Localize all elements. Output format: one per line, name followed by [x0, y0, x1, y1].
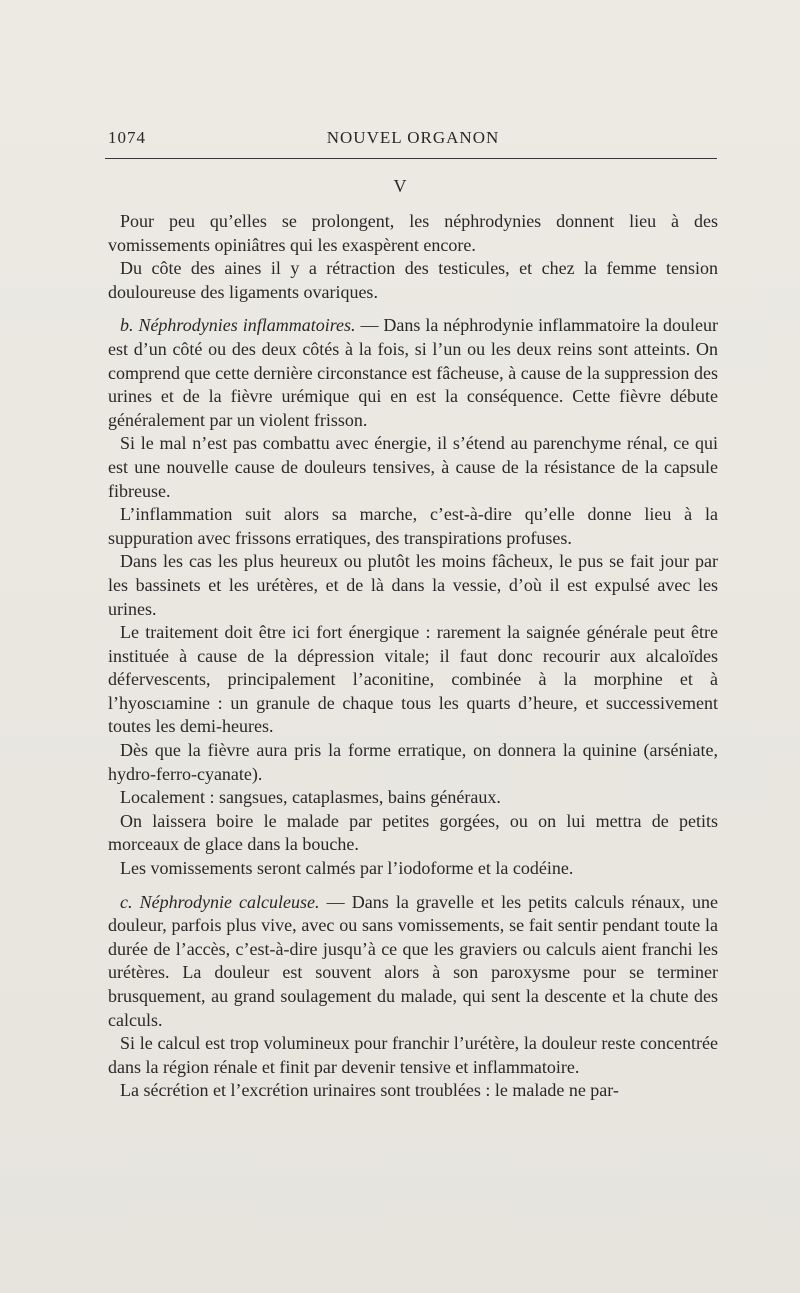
paragraph — [108, 257, 718, 304]
subsection-heading: Néphrodynies inflammatoires. — [138, 315, 356, 336]
paragraph-text: La sécrétion et l’excrétion urinaires sont troublées : le malade ne par- — [120, 1080, 619, 1101]
body-text — [108, 210, 718, 1103]
paragraph — [108, 1032, 718, 1079]
paragraph-text: Du côte des aines il y a rétraction des testicules, et chez la femme tension douloureuse des ligaments ovariques. — [108, 258, 718, 302]
paragraph — [108, 810, 718, 857]
subsection-heading: Néphrodynie calculeuse. — [139, 891, 320, 912]
subsection-paragraph — [108, 314, 718, 432]
subsection-letter: c. — [120, 891, 133, 912]
section-number: V — [393, 176, 407, 196]
page-number: 1074 — [108, 128, 146, 147]
paragraph-text: Pour peu qu’elles se prolongent, les néphrodynies donnent lieu à des vomissements opiniâtres qui les exaspèrent encore. — [108, 211, 718, 255]
paragraph — [108, 739, 718, 786]
paragraph-text: On laissera boire le malade par petites gorgées, ou on lui mettra de petits morceaux de glace dans la bouche. — [108, 810, 718, 855]
paragraph — [108, 210, 718, 257]
paragraph-text: — Dans la gravelle et les petits calculs rénaux, une douleur, parfois plus vive, avec ou sans vomissements, se fait sentir pendant toute la durée de l’accès, c’est-à-dire jusqu’à ce que les graviers ou calculs aient franchi les urétères. La douleur est souvent alors à son paroxysme pour se terminer brusquement, au grand soulagement du malade, qui sent la descente et la chute des calculs. — [108, 891, 719, 1030]
paragraph-text: Localement : sangsues, cataplasmes, bains généraux. — [120, 787, 501, 808]
header-rule — [105, 158, 717, 159]
paragraph-text: Dès que la fièvre aura pris la forme erratique, on donnera la quinine (arséniate, hydro-ferro-cyanate). — [108, 740, 718, 784]
running-head — [108, 128, 718, 154]
paragraph — [108, 1079, 718, 1103]
paragraph-text: Dans les cas les plus heureux ou plutôt les moins fâcheux, le pus se fait jour par les bassinets et les urétères, et de là dans la vessie, d’où il est expulsé avec les urines. — [108, 551, 718, 619]
paragraph — [108, 621, 718, 739]
running-title: NOUVEL ORGANON — [326, 128, 500, 147]
paragraph-text: L’inflammation suit alors sa marche, c’est-à-dire qu’elle donne lieu à la suppuration avec frissons erratiques, des transpirations profuses. — [108, 504, 718, 548]
paragraph — [108, 503, 718, 550]
paragraph — [108, 857, 718, 881]
paragraph-text: Si le mal n’est pas combattu avec énergie, il s’étend au parenchyme rénal, ce qui est une nouvelle cause de douleurs tensives, à cause de la résistance de la capsule fibreuse. — [108, 433, 718, 501]
subsection-paragraph — [108, 891, 718, 1033]
paragraph — [108, 432, 718, 503]
paragraph-text: — Dans la néphrodynie inflammatoire la douleur est d’un côté ou des deux côtés à la fois, si l’un ou les deux reins sont atteints. On comprend que cette dernière circonstance est fâcheuse, à cause de la suppression des urines et de la fièvre urémique qui en est la conséquence. Cette fièvre débute généralement par un violent frisson. — [108, 315, 718, 430]
paragraph-text: Si le calcul est trop volumineux pour franchir l’urétère, la douleur reste concentrée dans la région rénale et finit par devenir tensive et inflammatoire. — [108, 1033, 718, 1077]
paragraph — [108, 550, 718, 621]
paragraph-text: Les vomissements seront calmés par l’iodoforme et la codéine. — [120, 858, 574, 879]
subsection-letter: b. — [120, 315, 134, 336]
paragraph — [108, 786, 718, 810]
paragraph-text: Le traitement doit être ici fort énergique : rarement la saignée générale peut être instituée à cause de la dépression vitale; il faut donc recourir aux alcaloïdes défervescents, principalement l’aconitine, combinée à la morphine et à l’hyoscıamine : un granule de chaque tous les quarts d’heure, et successivement toutes les demi-heures. — [108, 622, 718, 737]
